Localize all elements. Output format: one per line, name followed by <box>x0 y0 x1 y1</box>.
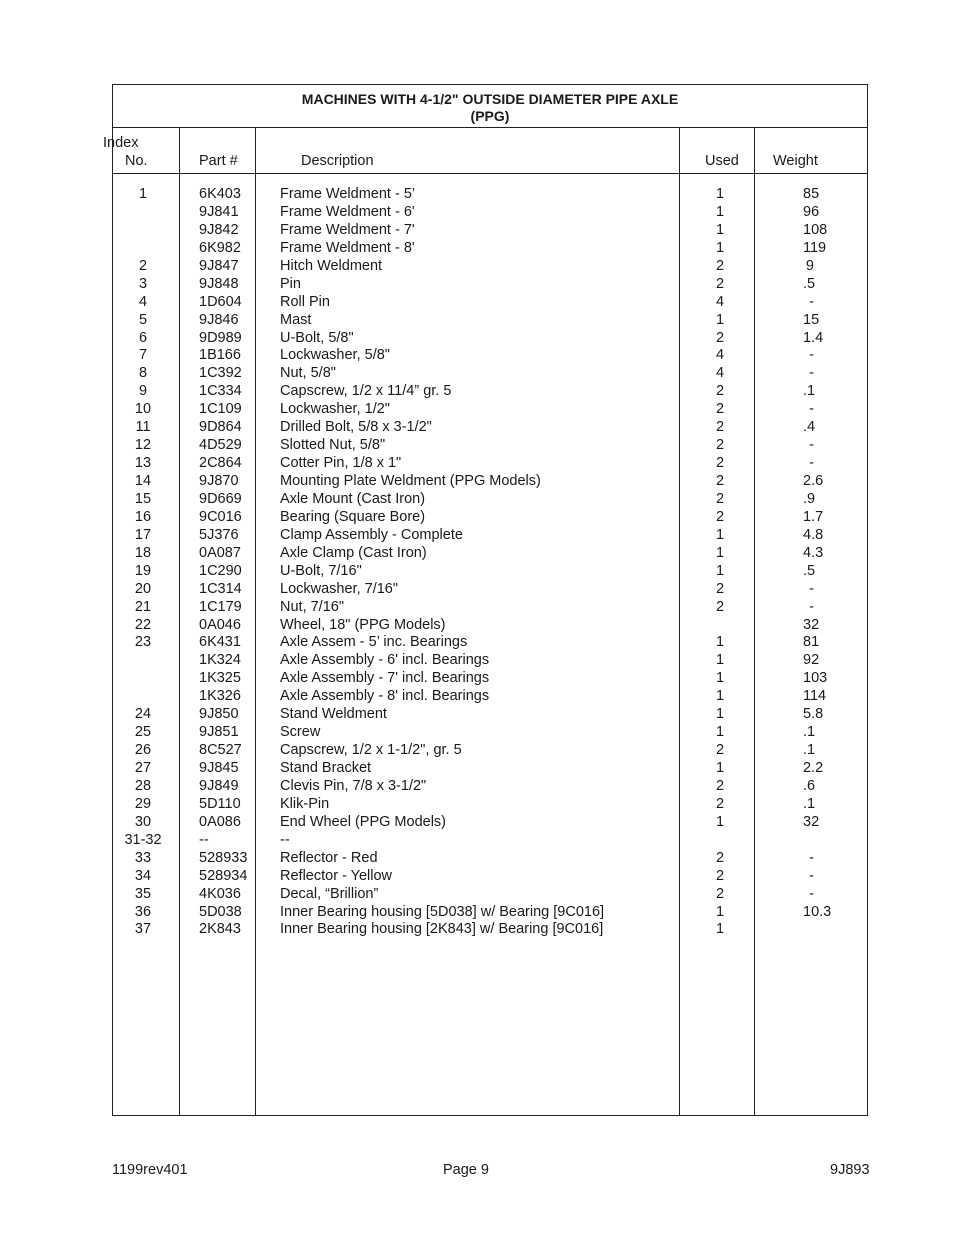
cell-description: Capscrew, 1/2 x 11/4” gr. 5 <box>280 383 452 400</box>
cell-index: 1 <box>138 186 148 202</box>
cell-used: 1 <box>715 652 725 669</box>
cell-index: 17 <box>134 526 152 543</box>
cell-part-number: 9J848 <box>199 275 239 292</box>
table-row <box>113 563 867 581</box>
table-row <box>113 222 867 240</box>
footer-page-number: Page 9 <box>443 1162 489 1178</box>
table-row <box>113 599 867 617</box>
cell-description: Hitch Weldment <box>280 257 383 274</box>
cell-index: 16 <box>134 508 152 525</box>
cell-used: 2 <box>715 795 725 812</box>
cell-used: 1 <box>715 203 725 220</box>
cell-description: U-Bolt, 7/16" <box>280 562 362 579</box>
cell-weight: .1 <box>803 795 816 812</box>
cell-description: Screw <box>280 724 321 741</box>
cell-description: Inner Bearing housing [5D038] w/ Bearing [9C016] <box>280 903 605 920</box>
cell-index: 2 <box>138 257 148 274</box>
cell-used: 2 <box>715 401 725 418</box>
cell-part-number: 5D110 <box>199 795 241 812</box>
table-title-line1: MACHINES WITH 4-1/2" OUTSIDE DIAMETER PIPE AXLE <box>301 91 679 107</box>
table-row <box>113 527 867 545</box>
table-row <box>113 670 867 688</box>
cell-weight: - <box>809 347 814 364</box>
cell-description: Lockwasher, 7/16" <box>280 580 398 597</box>
cell-weight: 119 <box>803 239 827 256</box>
cell-index: 6 <box>138 329 148 346</box>
cell-description: U-Bolt, 5/8" <box>280 329 354 346</box>
cell-index: 23 <box>134 634 152 651</box>
cell-description: Slotted Nut, 5/8" <box>280 437 386 454</box>
cell-used: 1 <box>715 544 725 561</box>
table-row <box>113 545 867 563</box>
table-row <box>113 886 867 904</box>
cell-weight: 1.4 <box>803 329 824 346</box>
cell-weight: 103 <box>803 670 828 687</box>
table-body <box>113 186 867 939</box>
cell-weight: 92 <box>803 652 820 669</box>
table-row <box>113 312 867 330</box>
cell-part-number: 4K036 <box>199 885 241 902</box>
parts-table <box>103 84 868 1116</box>
cell-used: 2 <box>715 275 725 292</box>
cell-used: 1 <box>715 221 725 238</box>
cell-description: Decal, “Brillion” <box>280 885 379 902</box>
cell-part-number: 1K324 <box>199 652 241 669</box>
cell-part-number: 9C016 <box>199 508 242 525</box>
cell-used: 2 <box>715 490 725 507</box>
cell-used: 1 <box>715 562 725 579</box>
cell-index: 21 <box>134 598 152 615</box>
cell-part-number: 5J376 <box>199 526 239 543</box>
cell-index: 14 <box>134 473 152 489</box>
table-title-line2: (PPG) <box>470 108 510 124</box>
cell-used: 1 <box>715 670 725 687</box>
cell-description: Axle Assem - 5’ inc. Bearings <box>280 634 468 651</box>
cell-used: 1 <box>715 706 725 723</box>
cell-weight: - <box>809 849 814 866</box>
cell-index: 3 <box>138 275 148 292</box>
cell-used: 1 <box>715 239 725 256</box>
cell-description: Drilled Bolt, 5/8 x 3-1/2" <box>280 419 432 436</box>
cell-description: Reflector - Yellow <box>280 867 393 884</box>
cell-index: 13 <box>134 455 152 472</box>
cell-part-number: 8C527 <box>199 742 242 759</box>
cell-part-number: 1C179 <box>199 598 242 615</box>
cell-part-number: 1K325 <box>199 670 241 687</box>
table-row <box>113 634 867 652</box>
cell-weight: 108 <box>803 221 828 238</box>
table-row <box>113 760 867 778</box>
table-row <box>113 509 867 527</box>
table-row <box>113 365 867 383</box>
cell-used: 2 <box>715 849 725 866</box>
table-row <box>113 581 867 599</box>
cell-description: Reflector - Red <box>280 849 378 866</box>
cell-index: 26 <box>134 742 152 759</box>
cell-index: 5 <box>138 311 148 328</box>
cell-description: Axle Assembly - 7' incl. Bearings <box>280 670 490 687</box>
header-separator <box>113 173 867 174</box>
table-row <box>113 455 867 473</box>
cell-description: Inner Bearing housing [2K843] w/ Bearing [9C016] <box>280 921 604 938</box>
cell-part-number: 9D669 <box>199 490 242 507</box>
cell-description: Clevis Pin, 7/8 x 3-1/2" <box>280 777 427 794</box>
cell-part-number: 1C392 <box>199 365 242 382</box>
header-weight: Weight <box>773 153 818 169</box>
cell-part-number: 9J847 <box>199 257 239 274</box>
cell-weight: - <box>809 365 814 382</box>
cell-index: 12 <box>134 437 152 454</box>
table-row <box>113 491 867 509</box>
cell-index: 11 <box>135 419 151 436</box>
cell-index: 4 <box>138 293 148 310</box>
cell-index: 10 <box>134 401 152 418</box>
cell-part-number: 9J849 <box>199 777 239 794</box>
cell-index: 31-32 <box>124 831 162 848</box>
cell-index: 28 <box>134 777 152 794</box>
cell-weight: 4.3 <box>803 544 824 561</box>
cell-weight: .9 <box>803 490 816 507</box>
cell-used: 1 <box>715 688 725 705</box>
cell-description: Frame Weldment - 7' <box>280 221 415 238</box>
cell-weight: 81 <box>803 634 820 651</box>
cell-part-number: 2C864 <box>199 455 242 472</box>
table-row <box>113 652 867 670</box>
cell-part-number: 528933 <box>199 849 248 866</box>
cell-weight: 15 <box>803 311 820 328</box>
cell-description: Pin <box>280 275 301 292</box>
cell-part-number: 5D038 <box>199 903 242 920</box>
cell-used: 2 <box>715 257 725 274</box>
cell-index: 24 <box>134 706 152 723</box>
cell-used: 2 <box>715 598 725 615</box>
cell-description: Cotter Pin, 1/8 x 1" <box>280 455 402 472</box>
cell-description: Frame Weldment - 5’ <box>280 186 416 202</box>
cell-weight: .6 <box>803 777 816 794</box>
cell-description: Frame Weldment - 6' <box>280 203 415 220</box>
cell-index: 8 <box>138 365 148 382</box>
cell-part-number: 1C314 <box>199 580 242 597</box>
cell-index: 37 <box>134 921 152 938</box>
header-index-line2: No. <box>125 153 148 169</box>
cell-description: Axle Clamp (Cast Iron) <box>280 544 427 561</box>
cell-weight: .5 <box>803 562 816 579</box>
cell-weight: 114 <box>803 688 827 705</box>
table-row <box>113 276 867 294</box>
cell-used: 1 <box>715 526 725 543</box>
header-part: Part # <box>199 153 238 169</box>
cell-part-number: -- <box>199 831 209 848</box>
table-row <box>113 419 867 437</box>
cell-part-number: 1C290 <box>199 562 242 579</box>
cell-description: Nut, 5/8" <box>280 365 336 382</box>
cell-used: 2 <box>715 419 725 436</box>
cell-description: Klik-Pin <box>280 795 330 812</box>
cell-weight: 9 <box>805 257 814 274</box>
cell-weight: - <box>809 455 814 472</box>
cell-used: 1 <box>715 634 725 651</box>
cell-description: Lockwasher, 1/2" <box>280 401 390 418</box>
cell-weight: 85 <box>803 186 820 202</box>
table-row <box>113 904 867 922</box>
cell-used: 2 <box>715 867 725 884</box>
table-row <box>113 617 867 635</box>
table-row <box>113 473 867 491</box>
cell-index: 9 <box>138 383 148 400</box>
table-row <box>113 294 867 312</box>
table-row <box>113 383 867 401</box>
cell-used: 1 <box>715 921 725 938</box>
cell-weight: 4.8 <box>803 526 824 543</box>
cell-used: 4 <box>715 347 725 364</box>
cell-part-number: 9D989 <box>199 329 242 346</box>
cell-description: Wheel, 18" (PPG Models) <box>280 616 446 633</box>
table-row <box>113 742 867 760</box>
cell-description: Roll Pin <box>280 293 330 310</box>
table-row <box>113 850 867 868</box>
header-index-line1: Index <box>103 135 139 151</box>
table-row <box>113 868 867 886</box>
cell-weight: .1 <box>803 724 816 741</box>
cell-part-number: 528934 <box>199 867 248 884</box>
cell-used: 1 <box>715 903 725 920</box>
cell-description: Mast <box>280 311 312 328</box>
cell-weight: - <box>809 885 814 902</box>
cell-description: Mounting Plate Weldment (PPG Models) <box>280 473 541 489</box>
cell-description: End Wheel (PPG Models) <box>280 813 447 830</box>
table-row <box>113 204 867 222</box>
cell-weight: .1 <box>803 383 816 400</box>
cell-part-number: 9J850 <box>199 706 239 723</box>
cell-weight: 10.3 <box>803 903 832 920</box>
cell-used: 2 <box>715 885 725 902</box>
cell-description: Stand Weldment <box>280 706 387 723</box>
cell-used: 2 <box>715 508 725 525</box>
cell-index: 35 <box>134 885 152 902</box>
cell-weight: - <box>809 580 814 597</box>
cell-weight: .5 <box>803 275 816 292</box>
cell-index: 7 <box>138 347 148 364</box>
cell-weight: 96 <box>803 203 820 220</box>
cell-weight: - <box>809 437 814 454</box>
cell-used: 1 <box>715 813 725 830</box>
cell-used: 1 <box>715 724 725 741</box>
cell-part-number: 2K843 <box>199 921 241 938</box>
cell-used: 1 <box>715 186 725 202</box>
table-row <box>113 258 867 276</box>
cell-description: Clamp Assembly - Complete <box>280 526 463 543</box>
cell-weight: 5.8 <box>803 706 824 723</box>
cell-used: 4 <box>715 365 725 382</box>
cell-part-number: 9J842 <box>199 221 239 238</box>
cell-part-number: 9J870 <box>199 473 239 489</box>
cell-index: 25 <box>134 724 152 741</box>
cell-index: 20 <box>134 580 152 597</box>
cell-part-number: 6K982 <box>199 239 241 256</box>
cell-part-number: 1C109 <box>199 401 242 418</box>
cell-description: Frame Weldment - 8' <box>280 239 415 256</box>
cell-part-number: 1B166 <box>199 347 241 364</box>
cell-index: 36 <box>134 903 152 920</box>
table-row <box>113 437 867 455</box>
table-row <box>113 401 867 419</box>
table-row <box>113 921 867 939</box>
cell-index: 19 <box>134 562 152 579</box>
cell-used: 1 <box>715 760 725 776</box>
cell-used: 2 <box>715 777 725 794</box>
header-used: Used <box>705 153 739 169</box>
cell-description: Axle Assembly - 6' incl. Bearings <box>280 652 490 669</box>
cell-part-number: 0A087 <box>199 544 241 561</box>
cell-description: Lockwasher, 5/8" <box>280 347 390 364</box>
cell-description: Capscrew, 1/2 x 1-1/2", gr. 5 <box>280 742 462 759</box>
table-row <box>113 724 867 742</box>
cell-description: -- <box>280 831 290 848</box>
cell-weight: - <box>809 401 814 418</box>
footer-revision: 1199rev401 <box>112 1162 188 1178</box>
cell-used: 1 <box>715 311 725 328</box>
cell-description: Axle Assembly - 8' incl. Bearings <box>280 688 490 705</box>
cell-part-number: 9D864 <box>199 419 242 436</box>
cell-index: 30 <box>134 813 152 830</box>
table-title <box>113 85 867 128</box>
cell-part-number: 0A046 <box>199 616 241 633</box>
cell-part-number: 1K326 <box>199 688 241 705</box>
table-row <box>113 778 867 796</box>
table-row <box>113 814 867 832</box>
footer-document-number: 9J893 <box>830 1162 870 1178</box>
cell-used: 2 <box>715 473 725 489</box>
cell-weight: 32 <box>803 616 820 633</box>
cell-part-number: 4D529 <box>199 437 242 454</box>
table-row <box>113 240 867 258</box>
cell-used: 2 <box>715 455 725 472</box>
cell-weight: - <box>809 867 814 884</box>
cell-used: 4 <box>715 293 725 310</box>
table-row <box>113 688 867 706</box>
header-description: Description <box>301 153 374 169</box>
cell-weight: 32 <box>803 813 820 830</box>
cell-index: 34 <box>134 867 152 884</box>
cell-weight: 2.2 <box>803 760 824 776</box>
cell-index: 33 <box>134 849 152 866</box>
cell-part-number: 9J846 <box>199 311 239 328</box>
cell-weight: - <box>809 293 814 310</box>
cell-index: 27 <box>134 760 152 776</box>
table-row <box>113 186 867 204</box>
cell-part-number: 6K431 <box>199 634 241 651</box>
table-row <box>113 706 867 724</box>
cell-weight: - <box>809 598 814 615</box>
cell-weight: .1 <box>803 742 816 759</box>
cell-part-number: 9J851 <box>199 724 239 741</box>
cell-part-number: 6K403 <box>199 186 241 202</box>
cell-part-number: 0A086 <box>199 813 241 830</box>
cell-index: 15 <box>134 490 152 507</box>
cell-used: 2 <box>715 580 725 597</box>
cell-part-number: 1C334 <box>199 383 242 400</box>
cell-used: 2 <box>715 383 725 400</box>
cell-weight: .4 <box>803 419 816 436</box>
cell-description: Bearing (Square Bore) <box>280 508 426 525</box>
cell-index: 29 <box>134 795 152 812</box>
cell-used: 2 <box>715 437 725 454</box>
cell-used: 2 <box>715 742 725 759</box>
cell-used: 2 <box>715 329 725 346</box>
cell-weight: 1.7 <box>803 508 824 525</box>
table-row <box>113 832 867 850</box>
cell-index: 22 <box>134 616 152 633</box>
cell-description: Axle Mount (Cast Iron) <box>280 490 426 507</box>
table-row <box>113 347 867 365</box>
cell-part-number: 9J841 <box>199 203 239 220</box>
table-row <box>113 796 867 814</box>
cell-weight: 2.6 <box>803 473 824 489</box>
cell-part-number: 1D604 <box>199 293 242 310</box>
cell-description: Stand Bracket <box>280 760 372 776</box>
cell-index: 18 <box>134 544 152 561</box>
cell-part-number: 9J845 <box>199 760 239 776</box>
table-row <box>113 330 867 348</box>
cell-description: Nut, 7/16" <box>280 598 344 615</box>
